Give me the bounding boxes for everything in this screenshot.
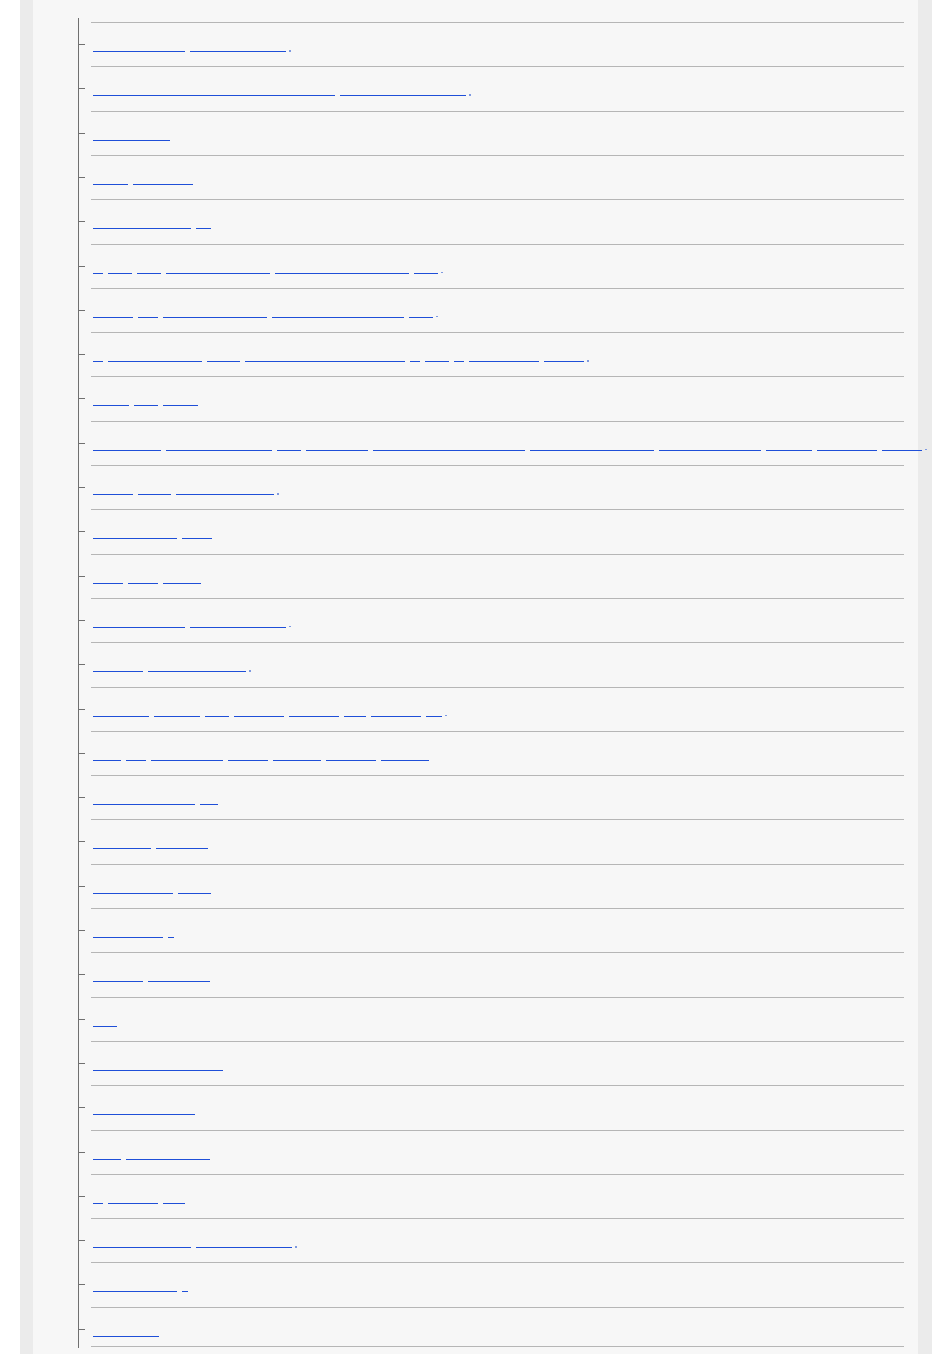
toc-link[interactable] xyxy=(93,482,133,495)
toc-link[interactable] xyxy=(128,571,158,584)
toc-link[interactable] xyxy=(530,438,654,451)
toc-item xyxy=(0,1263,950,1307)
toc-link[interactable] xyxy=(163,571,201,584)
toc-link[interactable] xyxy=(245,349,405,362)
row-separator xyxy=(91,554,904,555)
toc-item xyxy=(0,1219,950,1263)
toc-item xyxy=(0,732,950,776)
toc-item xyxy=(0,865,950,909)
tree-branch-tick xyxy=(78,133,85,134)
tree-branch-tick xyxy=(78,974,85,975)
toc-link[interactable] xyxy=(93,438,161,451)
row-separator xyxy=(91,908,904,909)
trailing-period xyxy=(249,670,251,672)
toc-link[interactable] xyxy=(469,349,539,362)
toc-link[interactable] xyxy=(93,748,121,761)
toc-link[interactable] xyxy=(414,261,438,274)
toc-link[interactable] xyxy=(544,349,584,362)
toc-item xyxy=(0,245,950,289)
row-separator xyxy=(91,1085,904,1086)
tree-branch-tick xyxy=(78,1329,85,1330)
tree-branch-tick xyxy=(78,709,85,710)
row-separator xyxy=(91,155,904,156)
toc-link[interactable] xyxy=(228,748,268,761)
toc-link[interactable] xyxy=(148,969,210,982)
toc-link[interactable] xyxy=(207,349,240,362)
toc-link[interactable] xyxy=(93,704,149,717)
tree-branch-tick xyxy=(78,44,85,45)
toc-item xyxy=(0,998,950,1042)
row-separator xyxy=(91,864,904,865)
toc-link[interactable] xyxy=(138,305,158,318)
toc-link[interactable] xyxy=(93,1147,121,1160)
row-separator xyxy=(91,244,904,245)
tree-branch-tick xyxy=(78,1107,85,1108)
toc-link[interactable] xyxy=(381,748,429,761)
trailing-period xyxy=(289,626,291,628)
toc-link[interactable] xyxy=(93,349,103,362)
toc-link[interactable] xyxy=(93,128,170,141)
toc-link[interactable] xyxy=(178,881,211,894)
toc-link[interactable] xyxy=(326,748,376,761)
toc-item xyxy=(0,953,950,997)
toc-link[interactable] xyxy=(151,748,223,761)
tree-branch-tick xyxy=(78,1240,85,1241)
toc-item xyxy=(0,112,950,156)
tree-branch-tick xyxy=(78,1196,85,1197)
toc-link[interactable] xyxy=(659,438,761,451)
tree-branch-tick xyxy=(78,443,85,444)
toc-link[interactable] xyxy=(766,438,812,451)
toc-link[interactable] xyxy=(93,305,133,318)
row-separator xyxy=(91,22,904,23)
toc-link[interactable] xyxy=(166,261,270,274)
row-separator xyxy=(91,509,904,510)
row-separator xyxy=(91,642,904,643)
toc-item xyxy=(0,909,950,953)
tree-branch-tick xyxy=(78,1284,85,1285)
trailing-period xyxy=(445,715,447,717)
toc-link[interactable] xyxy=(340,83,466,96)
toc-link[interactable] xyxy=(93,261,103,274)
row-separator xyxy=(91,775,904,776)
tree-branch-tick xyxy=(78,310,85,311)
toc-link[interactable] xyxy=(454,349,464,362)
tree-branch-tick xyxy=(78,88,85,89)
toc-link[interactable] xyxy=(182,526,212,539)
row-separator xyxy=(91,1130,904,1131)
row-separator xyxy=(91,1174,904,1175)
toc-link[interactable] xyxy=(200,792,218,805)
tree-branch-tick xyxy=(78,1063,85,1064)
tree-branch-tick xyxy=(78,664,85,665)
row-separator xyxy=(91,952,904,953)
toc-link[interactable] xyxy=(817,438,877,451)
row-separator xyxy=(91,598,904,599)
toc-link[interactable] xyxy=(410,349,420,362)
toc-link[interactable] xyxy=(168,925,174,938)
toc-link[interactable] xyxy=(93,216,191,229)
toc-link[interactable] xyxy=(426,704,442,717)
toc-link[interactable] xyxy=(137,261,161,274)
toc-link[interactable] xyxy=(93,969,143,982)
toc-link[interactable] xyxy=(93,1014,117,1027)
toc-link[interactable] xyxy=(425,349,449,362)
toc-link[interactable] xyxy=(163,1191,185,1204)
toc-link[interactable] xyxy=(148,659,246,672)
toc-item xyxy=(0,422,950,466)
row-separator xyxy=(91,731,904,732)
toc-link[interactable] xyxy=(163,305,267,318)
toc-item xyxy=(0,688,950,732)
tree-branch-tick xyxy=(78,354,85,355)
toc-item xyxy=(0,776,950,820)
toc-item xyxy=(0,466,950,510)
toc-link[interactable] xyxy=(154,704,200,717)
toc-link[interactable] xyxy=(166,438,272,451)
toc-link[interactable] xyxy=(93,659,143,672)
toc-link[interactable] xyxy=(93,792,195,805)
tree-branch-tick xyxy=(78,620,85,621)
row-separator xyxy=(91,1041,904,1042)
trailing-period xyxy=(277,493,279,495)
row-separator xyxy=(91,1218,904,1219)
toc-link[interactable] xyxy=(882,438,922,451)
trailing-period xyxy=(587,360,589,362)
toc-link[interactable] xyxy=(133,172,193,185)
tree-branch-tick xyxy=(78,177,85,178)
tree-branch-tick xyxy=(78,753,85,754)
tree-branch-tick xyxy=(78,841,85,842)
toc-link[interactable] xyxy=(93,1235,191,1248)
toc-item xyxy=(0,23,950,67)
toc-link[interactable] xyxy=(182,1279,188,1292)
tree-branch-tick xyxy=(78,930,85,931)
toc-item xyxy=(0,289,950,333)
toc-link[interactable] xyxy=(176,482,274,495)
toc-item xyxy=(0,1175,950,1219)
toc-link[interactable] xyxy=(344,704,366,717)
toc-link[interactable] xyxy=(306,438,368,451)
row-separator xyxy=(91,687,904,688)
toc-link[interactable] xyxy=(108,1191,158,1204)
toc-item xyxy=(0,333,950,377)
row-separator xyxy=(91,199,904,200)
toc-link[interactable] xyxy=(93,571,123,584)
toc-link[interactable] xyxy=(196,1235,292,1248)
row-separator xyxy=(91,819,904,820)
toc-link[interactable] xyxy=(277,438,301,451)
toc-item xyxy=(0,643,950,687)
toc-link[interactable] xyxy=(93,39,185,52)
toc-link[interactable] xyxy=(134,393,158,406)
toc-link[interactable] xyxy=(190,615,286,628)
toc-link[interactable] xyxy=(93,1191,103,1204)
toc-link[interactable] xyxy=(289,704,339,717)
toc-link[interactable] xyxy=(108,261,132,274)
toc-link[interactable] xyxy=(126,1147,210,1160)
toc-link[interactable] xyxy=(196,216,211,229)
toc-link[interactable] xyxy=(205,704,229,717)
trailing-period xyxy=(925,449,927,451)
toc-link[interactable] xyxy=(126,748,146,761)
toc-link[interactable] xyxy=(93,83,335,96)
trailing-period xyxy=(441,272,443,274)
toc-link[interactable] xyxy=(373,438,525,451)
tree-branch-tick xyxy=(78,221,85,222)
toc-link[interactable] xyxy=(190,39,286,52)
toc-link[interactable] xyxy=(93,172,128,185)
toc-item xyxy=(0,1131,950,1175)
toc-link[interactable] xyxy=(93,1102,195,1115)
row-separator xyxy=(91,465,904,466)
row-separator xyxy=(91,376,904,377)
tree-branch-tick xyxy=(78,576,85,577)
toc-link[interactable] xyxy=(163,393,198,406)
toc-link[interactable] xyxy=(93,1058,223,1071)
toc-item xyxy=(0,377,950,421)
toc-link[interactable] xyxy=(409,305,433,318)
toc-item xyxy=(0,200,950,244)
tree-branch-tick xyxy=(78,531,85,532)
toc-link[interactable] xyxy=(371,704,421,717)
tree-branch-tick xyxy=(78,398,85,399)
toc-item xyxy=(0,156,950,200)
toc-link[interactable] xyxy=(93,526,177,539)
toc-link[interactable] xyxy=(108,349,202,362)
tree-branch-tick xyxy=(78,797,85,798)
toc-item xyxy=(0,555,950,599)
toc-link[interactable] xyxy=(138,482,171,495)
trailing-period xyxy=(289,50,291,52)
toc-item xyxy=(0,1042,950,1086)
tree-branch-tick xyxy=(78,1152,85,1153)
toc-link[interactable] xyxy=(234,704,284,717)
toc-item xyxy=(0,510,950,554)
toc-item xyxy=(0,1086,950,1130)
toc-link[interactable] xyxy=(156,836,208,849)
trailing-period xyxy=(469,94,471,96)
trailing-period xyxy=(295,1246,297,1248)
row-separator xyxy=(91,1346,904,1347)
tree-branch-tick xyxy=(78,886,85,887)
toc-link[interactable] xyxy=(93,393,129,406)
toc-item xyxy=(0,67,950,111)
row-separator xyxy=(91,288,904,289)
row-separator xyxy=(91,997,904,998)
tree-branch-tick xyxy=(78,266,85,267)
row-separator xyxy=(91,1307,904,1308)
row-separator xyxy=(91,332,904,333)
toc-link[interactable] xyxy=(93,1279,177,1292)
row-separator xyxy=(91,1262,904,1263)
row-separator xyxy=(91,111,904,112)
tree-branch-tick xyxy=(78,487,85,488)
toc-link[interactable] xyxy=(93,925,163,938)
toc-link[interactable] xyxy=(275,261,409,274)
toc-link[interactable] xyxy=(272,305,404,318)
row-separator xyxy=(91,66,904,67)
row-separator xyxy=(91,421,904,422)
toc-item xyxy=(0,820,950,864)
toc-link[interactable] xyxy=(93,881,173,894)
tree-branch-tick xyxy=(78,1019,85,1020)
toc-link[interactable] xyxy=(93,615,185,628)
toc-link[interactable] xyxy=(93,1324,159,1337)
trailing-period xyxy=(436,316,438,318)
toc-link[interactable] xyxy=(273,748,321,761)
toc-item xyxy=(0,599,950,643)
toc-link[interactable] xyxy=(93,836,151,849)
